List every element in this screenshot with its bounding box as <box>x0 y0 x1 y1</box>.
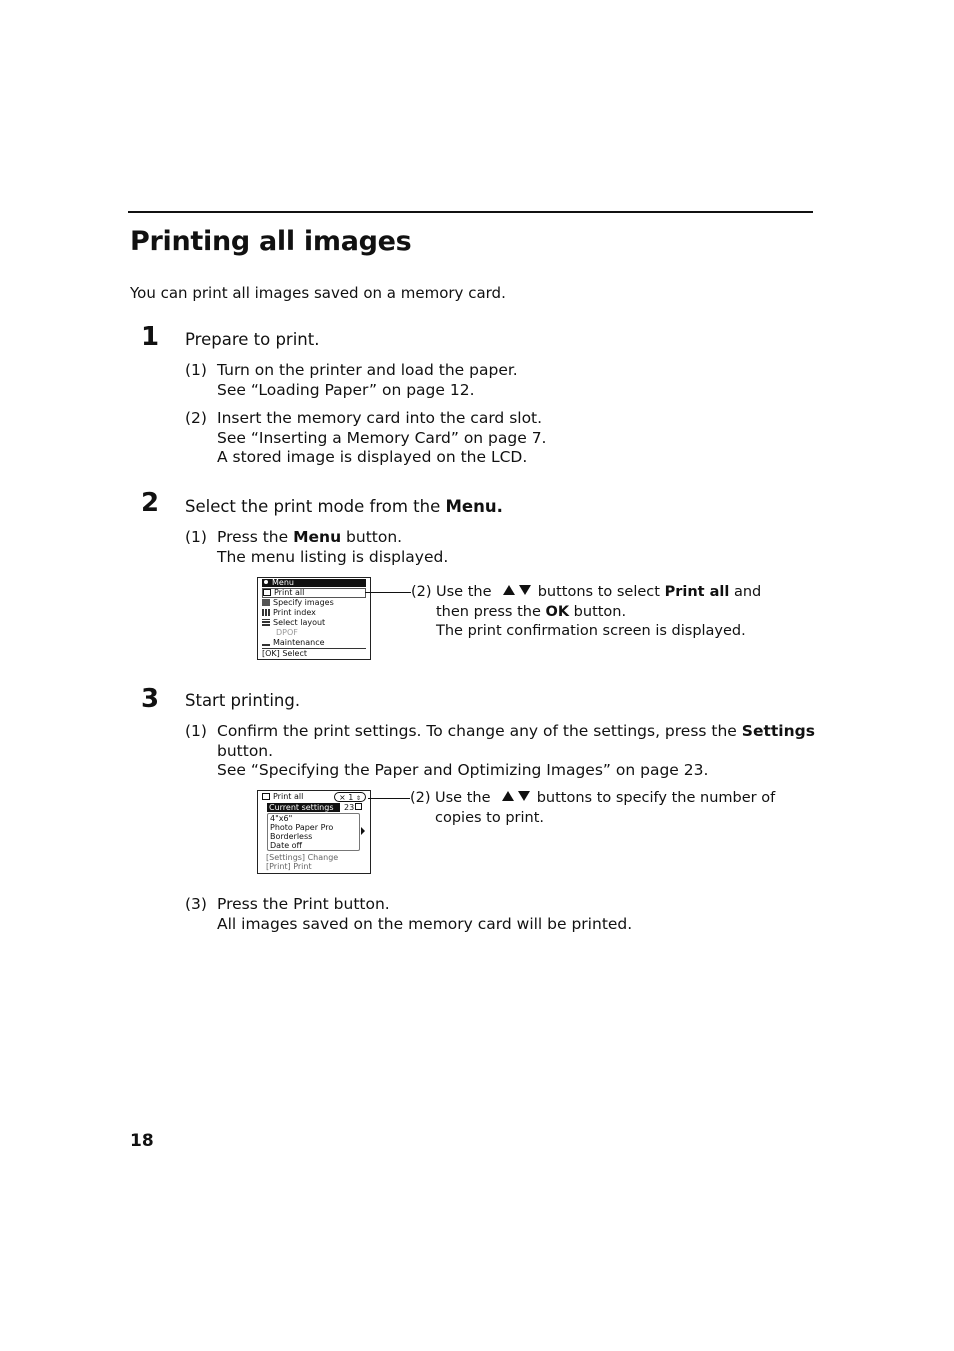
step-2-callout <box>411 583 762 643</box>
sub-line-2: See “Loading Paper” on page 12. <box>217 380 475 399</box>
lcd-item-text: Maintenance <box>273 638 325 647</box>
callout-line-2: copies to print. <box>435 809 545 826</box>
lcd-menu-item-dpof: DPOF <box>276 628 298 637</box>
step-3-number: 3 <box>141 684 160 714</box>
setting-border: Borderless <box>270 832 313 841</box>
callout-number: (2) <box>411 584 432 600</box>
text: Confirm the print settings. To change any of the settings, press the <box>217 722 742 740</box>
page-title: Printing all images <box>130 226 412 257</box>
sub-number: (1) <box>185 722 207 740</box>
count-value: 23 <box>344 803 355 812</box>
text: button. <box>341 528 403 546</box>
callout-number: (2) <box>410 790 431 806</box>
up-arrow-icon <box>503 585 515 595</box>
text: Use the <box>436 584 492 600</box>
bullet-icon <box>264 580 268 584</box>
select-layout-icon <box>262 619 270 626</box>
setting-paper-size: 4"x6" <box>270 814 293 823</box>
lcd-header-text: Menu <box>272 578 294 587</box>
sub-line-3: See “Specifying the Paper and Optimizing Images” on page 23. <box>217 761 709 779</box>
right-arrow-icon <box>361 827 365 835</box>
settings-keyword: Settings <box>741 722 815 740</box>
lcd-menu-item <box>262 638 366 648</box>
lcd-header-text: Print all <box>273 792 304 801</box>
print-all-icon <box>263 589 271 596</box>
sub-line-1 <box>217 528 402 548</box>
lcd-item-text: Specify images <box>273 598 334 607</box>
settings-box <box>267 813 360 851</box>
lcd-menu-screen <box>257 577 371 660</box>
sub-line-2: button. <box>217 741 274 760</box>
sub-number: (3) <box>185 895 207 913</box>
sub-line-1: Turn on the printer and load the paper. <box>217 361 518 379</box>
setting-media-type: Photo Paper Pro <box>270 823 334 832</box>
lcd-menu-item <box>262 598 366 608</box>
image-count <box>344 803 362 812</box>
text: Press the <box>217 528 294 546</box>
step-1-sub-1 <box>185 361 785 401</box>
menu-button-keyword: Menu <box>293 528 342 546</box>
menu-keyword: Menu. <box>445 497 503 516</box>
callout-leader-line <box>365 592 411 593</box>
step-1-heading: Prepare to print. <box>185 330 320 349</box>
callout-line-1 <box>436 583 761 603</box>
ok-keyword: OK <box>545 603 570 620</box>
lcd-footer-print: [Print] Print <box>266 862 312 871</box>
callout-line-1 <box>435 789 775 809</box>
step-2-sub-1 <box>185 528 785 568</box>
callout-line-2 <box>436 603 626 623</box>
step-1-sub-2 <box>185 409 785 469</box>
text: button. <box>569 603 627 620</box>
step-1-number: 1 <box>141 322 160 352</box>
text: buttons to select <box>533 584 665 600</box>
lcd-menu-header <box>262 579 366 587</box>
step-2-heading <box>185 497 503 516</box>
setting-date: Date off <box>270 841 303 850</box>
down-arrow-icon <box>518 791 530 801</box>
lcd-item-text: Select layout <box>273 618 326 627</box>
maintenance-icon <box>262 639 270 646</box>
step-3-sub-1 <box>185 722 815 782</box>
print-index-icon <box>262 609 270 616</box>
step-2-number: 2 <box>141 488 160 518</box>
heading-text: Select the print mode from the <box>185 497 446 516</box>
sub-line-2: See “Inserting a Memory Card” on page 7. <box>217 428 547 447</box>
page-number: 18 <box>130 1131 154 1151</box>
text: buttons to specify the number of <box>532 790 776 806</box>
lcd-item-text: Print index <box>273 608 316 617</box>
step-3-callout <box>410 789 776 829</box>
callout-line-3: The print confirmation screen is displayed. <box>436 623 746 639</box>
callout-leader-line <box>368 798 410 799</box>
intro-text: You can print all images saved on a memory card. <box>130 284 506 302</box>
text: then press the <box>436 603 546 620</box>
sub-line-1 <box>217 722 815 742</box>
sub-line-1: Insert the memory card into the card slot. <box>217 409 543 427</box>
sub-number: (1) <box>185 528 207 546</box>
text: Use the <box>435 790 491 806</box>
lcd-menu-item <box>262 618 366 628</box>
lcd-item-text: Print all <box>274 588 305 597</box>
step-3-sub-3 <box>185 895 805 935</box>
current-settings-label: Current settings <box>267 803 340 812</box>
specify-images-icon <box>262 599 270 606</box>
down-arrow-icon <box>519 585 531 595</box>
up-down-icon: ⇕ <box>355 795 361 802</box>
card-icon <box>355 803 362 810</box>
top-rule <box>128 211 813 213</box>
sub-line-3: A stored image is displayed on the LCD. <box>217 448 528 466</box>
lcd-footer-settings: [Settings] Change <box>266 853 339 862</box>
up-arrow-icon <box>502 791 514 801</box>
sub-number: (2) <box>185 409 207 427</box>
lcd-menu-item-print-all <box>262 588 366 598</box>
copies-prefix: × <box>339 793 346 802</box>
step-3-heading: Start printing. <box>185 691 301 710</box>
lcd-menu-item <box>262 608 366 618</box>
sub-number: (1) <box>185 361 207 379</box>
sub-line-2: All images saved on the memory card will be printed. <box>217 914 633 933</box>
print-all-icon <box>262 793 270 800</box>
copies-stepper <box>334 792 366 802</box>
sub-line-1: Press the Print button. <box>217 895 390 913</box>
lcd-print-all-screen <box>257 790 371 874</box>
print-all-keyword: Print all <box>664 584 730 600</box>
text: and <box>729 584 762 600</box>
lcd-footer: [OK] Select <box>262 649 308 658</box>
sub-line-2: The menu listing is displayed. <box>217 547 449 566</box>
copies-value: 1 <box>348 793 354 802</box>
